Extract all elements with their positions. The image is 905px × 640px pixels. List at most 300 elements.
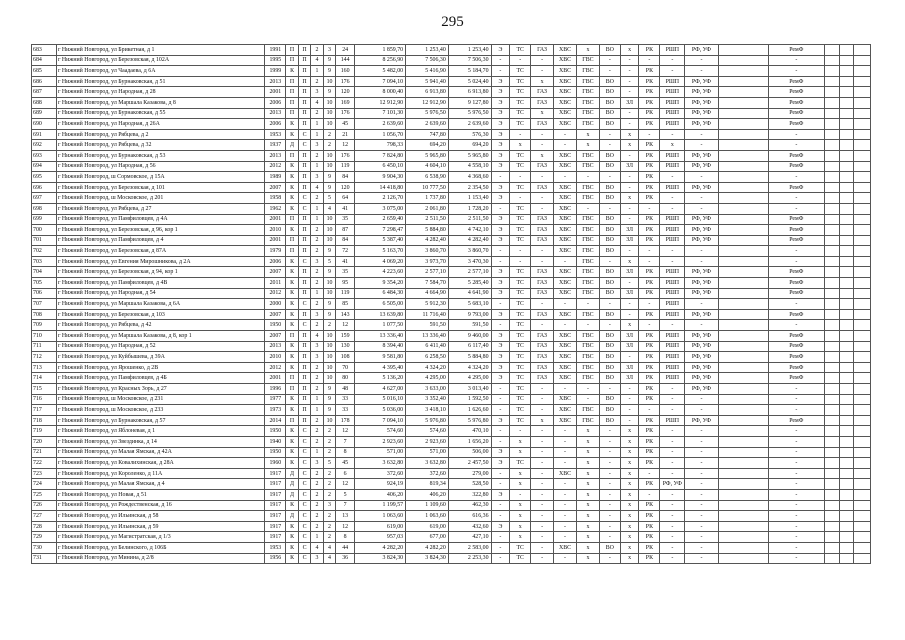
table-cell [824, 193, 839, 204]
table-cell: РК [639, 87, 660, 98]
table-cell: х [576, 511, 599, 522]
table-cell [718, 553, 768, 564]
table-cell: ГАЗ [531, 182, 554, 193]
table-cell: 4 641,90 [448, 288, 491, 299]
table-cell: - [531, 500, 554, 511]
table-cell: х [620, 532, 639, 543]
table-cell: 2 [311, 278, 324, 289]
table-cell: РФ, УФ [685, 161, 718, 172]
table-cell: - [531, 405, 554, 416]
table-cell: - [554, 172, 577, 183]
table-cell [839, 256, 854, 267]
table-cell [839, 278, 854, 289]
table-cell [718, 119, 768, 130]
table-cell: ТС [510, 45, 531, 56]
table-cell: 2 511,50 [448, 214, 491, 225]
table-cell [839, 140, 854, 151]
table-cell: - [510, 246, 531, 257]
table-cell: РК [639, 45, 660, 56]
table-cell: г Нижний Новгород, ул Народная, д 54 [57, 288, 265, 299]
table-cell: 2 [311, 267, 324, 278]
table-cell: х [576, 542, 599, 553]
table-cell: 9 [323, 172, 336, 183]
table-cell: - [531, 246, 554, 257]
table-cell: ТС [510, 288, 531, 299]
table-row [32, 172, 871, 183]
table-cell: х [620, 193, 639, 204]
table-cell [718, 45, 768, 56]
table-row [32, 246, 871, 257]
table-cell: ГВС [576, 87, 599, 98]
table-cell: К [286, 129, 299, 140]
table-cell [854, 87, 871, 98]
table-cell: - [685, 458, 718, 469]
table-cell: РК [639, 447, 660, 458]
table-cell: ВО [599, 76, 620, 87]
table-cell: 2 577,10 [448, 267, 491, 278]
table-cell: ТС [510, 97, 531, 108]
table-cell: К [286, 426, 299, 437]
table-cell: - [599, 479, 620, 490]
table-cell: 2001 [265, 214, 286, 225]
table-cell [854, 553, 871, 564]
table-cell: 3 824,30 [406, 553, 449, 564]
table-cell: 5 016,10 [355, 394, 406, 405]
table-cell: П [298, 108, 311, 119]
table-cell: г Нижний Новгород, ул Минина, д 2/8 [57, 553, 265, 564]
table-cell: 2 [311, 150, 324, 161]
table-cell: 10 [323, 214, 336, 225]
table-cell: 8 256,90 [355, 55, 406, 66]
table-row [32, 542, 871, 553]
table-cell: - [491, 542, 510, 553]
table-cell [718, 267, 768, 278]
table-cell: РК [639, 267, 660, 278]
table-cell [854, 119, 871, 130]
table-cell: - [685, 129, 718, 140]
table-cell: 728 [32, 521, 57, 532]
table-cell: П [286, 331, 299, 342]
table-cell: С [298, 129, 311, 140]
table-cell: г Нижний Новгород, ул Березовская, д 101 [57, 182, 265, 193]
table-cell: х [510, 479, 531, 490]
table-cell: РК [639, 76, 660, 87]
table-cell: РФ, УФ [685, 97, 718, 108]
table-cell: ВО [599, 288, 620, 299]
table-cell: РК [639, 415, 660, 426]
table-cell [824, 119, 839, 130]
table-cell [718, 66, 768, 77]
table-cell: 726 [32, 500, 57, 511]
table-cell: РШП [660, 288, 685, 299]
table-row [32, 479, 871, 490]
table-cell: - [554, 489, 577, 500]
table-cell: ТС [510, 119, 531, 130]
table-cell [854, 256, 871, 267]
table-cell: 372,60 [355, 468, 406, 479]
table-cell: 2 [311, 500, 324, 511]
table-cell: РК [639, 235, 660, 246]
table-cell: - [531, 468, 554, 479]
table-cell: 3 [311, 352, 324, 363]
table-cell [854, 436, 871, 447]
table-cell [854, 193, 871, 204]
table-cell: 528,50 [448, 479, 491, 490]
table-cell: х [531, 108, 554, 119]
table-cell [824, 415, 839, 426]
table-cell: 1 109,60 [406, 500, 449, 511]
table-cell: х [576, 140, 599, 151]
table-cell [839, 246, 854, 257]
table-cell: РФ, УФ [685, 76, 718, 87]
table-cell: 4 [323, 542, 336, 553]
table-cell [718, 320, 768, 331]
table-cell: 6 411,40 [406, 341, 449, 352]
table-cell [718, 532, 768, 543]
table-cell: РемФ [768, 415, 824, 426]
table-cell: Э [491, 373, 510, 384]
table-cell: 2 [311, 235, 324, 246]
table-cell: 2001 [265, 373, 286, 384]
table-cell: ХВС [554, 415, 577, 426]
table-row [32, 108, 871, 119]
table-cell: ТС [510, 415, 531, 426]
table-row [32, 66, 871, 77]
table-cell: - [685, 320, 718, 331]
table-cell: 677,00 [406, 532, 449, 543]
table-cell: РК [639, 542, 660, 553]
table-cell: 1 [311, 119, 324, 130]
table-cell: - [510, 426, 531, 437]
table-cell: 1917 [265, 532, 286, 543]
table-cell: 3 [311, 309, 324, 320]
table-cell [839, 553, 854, 564]
table-cell: 3 [311, 172, 324, 183]
table-cell [839, 532, 854, 543]
table-cell: 1 [311, 532, 324, 543]
table-cell: 9 460,00 [448, 331, 491, 342]
table-cell: - [685, 542, 718, 553]
table-cell: 9 [323, 299, 336, 310]
table-cell: РК [639, 119, 660, 130]
table-cell: РК [639, 458, 660, 469]
table-row [32, 500, 871, 511]
table-cell: - [685, 256, 718, 267]
table-cell: ЗЛ [620, 288, 639, 299]
table-cell: 1958 [265, 193, 286, 204]
table-cell: 2 511,50 [406, 214, 449, 225]
table-cell: х [620, 140, 639, 151]
table-cell: 705 [32, 278, 57, 289]
table-cell: РемФ [768, 288, 824, 299]
table-cell: 6 913,80 [448, 87, 491, 98]
table-cell: ВО [599, 405, 620, 416]
table-row [32, 394, 871, 405]
table-cell: г Нижний Новгород, ул Рождественская, д 16 [57, 500, 265, 511]
table-row [32, 182, 871, 193]
table-cell [824, 299, 839, 310]
table-cell: 427,10 [448, 532, 491, 543]
table-cell: 1940 [265, 436, 286, 447]
table-cell: - [768, 55, 824, 66]
table-row [32, 373, 871, 384]
table-cell: 2007 [265, 309, 286, 320]
table-cell: 372,60 [406, 468, 449, 479]
table-cell: - [531, 66, 554, 77]
table-cell: 688 [32, 97, 57, 108]
table-cell: 2001 [265, 87, 286, 98]
table-cell: - [531, 256, 554, 267]
table-cell: 2006 [265, 97, 286, 108]
table-cell [718, 458, 768, 469]
table-cell: С [298, 193, 311, 204]
table-cell: 10 [323, 97, 336, 108]
table-cell: х [510, 500, 531, 511]
table-cell [718, 87, 768, 98]
table-cell: ВО [599, 415, 620, 426]
table-cell [854, 172, 871, 183]
table-cell: П [298, 405, 311, 416]
table-cell: ГВС [576, 267, 599, 278]
table-cell: РемФ [768, 225, 824, 236]
table-cell: ТС [510, 394, 531, 405]
table-cell: П [298, 97, 311, 108]
table-cell [839, 182, 854, 193]
table-cell: ЗЛ [620, 331, 639, 342]
table-cell: 715 [32, 384, 57, 395]
table-cell: 4 [311, 55, 324, 66]
table-cell: 2 126,70 [355, 193, 406, 204]
table-row [32, 161, 871, 172]
table-cell: - [660, 129, 685, 140]
table-cell: - [491, 320, 510, 331]
table-cell: РК [639, 521, 660, 532]
table-cell [824, 511, 839, 522]
table-cell: 10 [323, 150, 336, 161]
table-cell: - [531, 140, 554, 151]
table-cell: 8 [336, 532, 355, 543]
table-cell: 1953 [265, 542, 286, 553]
table-cell: К [286, 288, 299, 299]
table-cell: 3 860,70 [448, 246, 491, 257]
table-cell: - [531, 447, 554, 458]
table-row [32, 511, 871, 522]
table-cell: Д [286, 479, 299, 490]
table-cell [854, 214, 871, 225]
table-cell: 10 [323, 76, 336, 87]
table-cell [854, 150, 871, 161]
table-cell: П [298, 341, 311, 352]
table-cell: ГАЗ [531, 87, 554, 98]
table-cell: 169 [336, 97, 355, 108]
table-cell: - [599, 299, 620, 310]
table-cell: 322,80 [448, 489, 491, 500]
table-cell: - [510, 55, 531, 66]
table-cell [839, 76, 854, 87]
table-cell: - [599, 532, 620, 543]
table-cell [824, 225, 839, 236]
table-cell: 84 [336, 172, 355, 183]
table-cell: г Нижний Новгород, ул Малая Ямская, д 4 [57, 479, 265, 490]
table-cell: РФ, УФ [685, 278, 718, 289]
table-cell: - [660, 532, 685, 543]
table-row [32, 267, 871, 278]
table-cell: РемФ [768, 331, 824, 342]
table-cell: ГВС [576, 288, 599, 299]
table-cell: - [491, 55, 510, 66]
table-cell: г Нижний Новгород, ул Народная, д 56 [57, 161, 265, 172]
table-cell: ГВС [576, 352, 599, 363]
table-cell: К [286, 436, 299, 447]
table-cell: г Нижний Новгород, ул Куйбышева, д 39А [57, 352, 265, 363]
table-cell: 2 [311, 489, 324, 500]
table-cell: - [660, 553, 685, 564]
table-cell: - [599, 447, 620, 458]
table-cell: 700 [32, 225, 57, 236]
table-cell: П [298, 119, 311, 130]
table-cell: 1953 [265, 129, 286, 140]
table-cell [824, 55, 839, 66]
table-cell [839, 415, 854, 426]
table-cell: РК [639, 288, 660, 299]
table-cell: - [554, 447, 577, 458]
table-cell: - [660, 394, 685, 405]
table-cell: - [599, 172, 620, 183]
table-cell [718, 225, 768, 236]
table-cell: Д [286, 489, 299, 500]
table-cell: - [768, 426, 824, 437]
table-cell: 694,20 [448, 140, 491, 151]
table-cell: 2 [311, 246, 324, 257]
table-cell: ГВС [576, 309, 599, 320]
table-cell [839, 542, 854, 553]
table-cell [854, 468, 871, 479]
table-cell [854, 458, 871, 469]
table-cell: 706 [32, 288, 57, 299]
table-cell: - [685, 246, 718, 257]
table-cell: Э [491, 362, 510, 373]
table-cell: 2 253,30 [448, 553, 491, 564]
table-cell: - [620, 203, 639, 214]
table-cell: - [531, 458, 554, 469]
table-cell: 9 [323, 87, 336, 98]
table-cell: Э [491, 129, 510, 140]
table-cell: РемФ [768, 267, 824, 278]
table-cell: ТС [510, 320, 531, 331]
table-cell: - [620, 415, 639, 426]
table-cell: - [531, 426, 554, 437]
table-cell: 2010 [265, 225, 286, 236]
table-cell: 72 [336, 246, 355, 257]
table-cell: РемФ [768, 309, 824, 320]
table-cell: 1977 [265, 394, 286, 405]
table-cell: - [768, 479, 824, 490]
table-cell: 3 [323, 45, 336, 56]
table-cell: 819,34 [406, 479, 449, 490]
table-cell: 3 418,10 [406, 405, 449, 416]
table-cell: 718 [32, 415, 57, 426]
table-cell: РШП [660, 108, 685, 119]
table-cell: - [768, 542, 824, 553]
table-cell: 2 [323, 479, 336, 490]
table-cell: - [491, 172, 510, 183]
table-cell: С [298, 542, 311, 553]
table-cell: 699 [32, 214, 57, 225]
table-cell: х [510, 511, 531, 522]
table-cell: ТС [510, 235, 531, 246]
table-cell: РК [639, 352, 660, 363]
table-cell: 616,36 [448, 511, 491, 522]
table-cell: 574,60 [355, 426, 406, 437]
table-cell: - [685, 500, 718, 511]
table-cell: ГАЗ [531, 331, 554, 342]
table-cell [824, 331, 839, 342]
table-cell: 571,00 [406, 447, 449, 458]
table-cell [718, 150, 768, 161]
table-cell: 432,60 [448, 521, 491, 532]
table-cell: РемФ [768, 352, 824, 363]
table-cell: ВО [599, 161, 620, 172]
table-cell: - [620, 76, 639, 87]
table-row [32, 426, 871, 437]
table-cell: 1937 [265, 140, 286, 151]
table-cell: - [599, 384, 620, 395]
table-row [32, 278, 871, 289]
table-cell: 4 664,90 [406, 288, 449, 299]
table-cell: Э [491, 193, 510, 204]
table-cell: - [599, 500, 620, 511]
table-cell: 1917 [265, 489, 286, 500]
table-cell: 1917 [265, 468, 286, 479]
table-row [32, 119, 871, 130]
table-cell [718, 55, 768, 66]
table-cell [824, 87, 839, 98]
table-cell: 7 094,10 [355, 415, 406, 426]
table-cell: РК [639, 362, 660, 373]
table-cell: Э [491, 521, 510, 532]
table-cell: РШП [660, 278, 685, 289]
table-cell: 3 824,30 [355, 553, 406, 564]
table-cell [854, 489, 871, 500]
table-cell: 692 [32, 140, 57, 151]
table-cell: С [298, 511, 311, 522]
table-cell: - [491, 511, 510, 522]
table-cell: 698 [32, 203, 57, 214]
table-cell: г Нижний Новгород, ул Памфиловцев, д 4 [57, 235, 265, 246]
table-cell: г Нижний Новгород, ул Звездинка, д 14 [57, 436, 265, 447]
table-cell: П [286, 235, 299, 246]
table-cell: - [768, 521, 824, 532]
table-cell: ХВС [554, 373, 577, 384]
table-cell: - [554, 426, 577, 437]
table-cell: г Нижний Новгород, ул Рябцева, д 27 [57, 203, 265, 214]
table-cell: - [576, 203, 599, 214]
table-cell: РФ, УФ [685, 362, 718, 373]
table-cell [839, 362, 854, 373]
table-cell: 44 [336, 542, 355, 553]
table-cell: 727 [32, 511, 57, 522]
table-cell: - [620, 55, 639, 66]
table-cell [824, 267, 839, 278]
table-cell: 695 [32, 172, 57, 183]
table-cell [718, 415, 768, 426]
table-cell: г Нижний Новгород, ул Короленко, д 11А [57, 468, 265, 479]
table-cell: 691 [32, 129, 57, 140]
table-cell: х [576, 468, 599, 479]
table-cell: - [620, 309, 639, 320]
table-cell: 721 [32, 447, 57, 458]
table-cell: П [298, 161, 311, 172]
